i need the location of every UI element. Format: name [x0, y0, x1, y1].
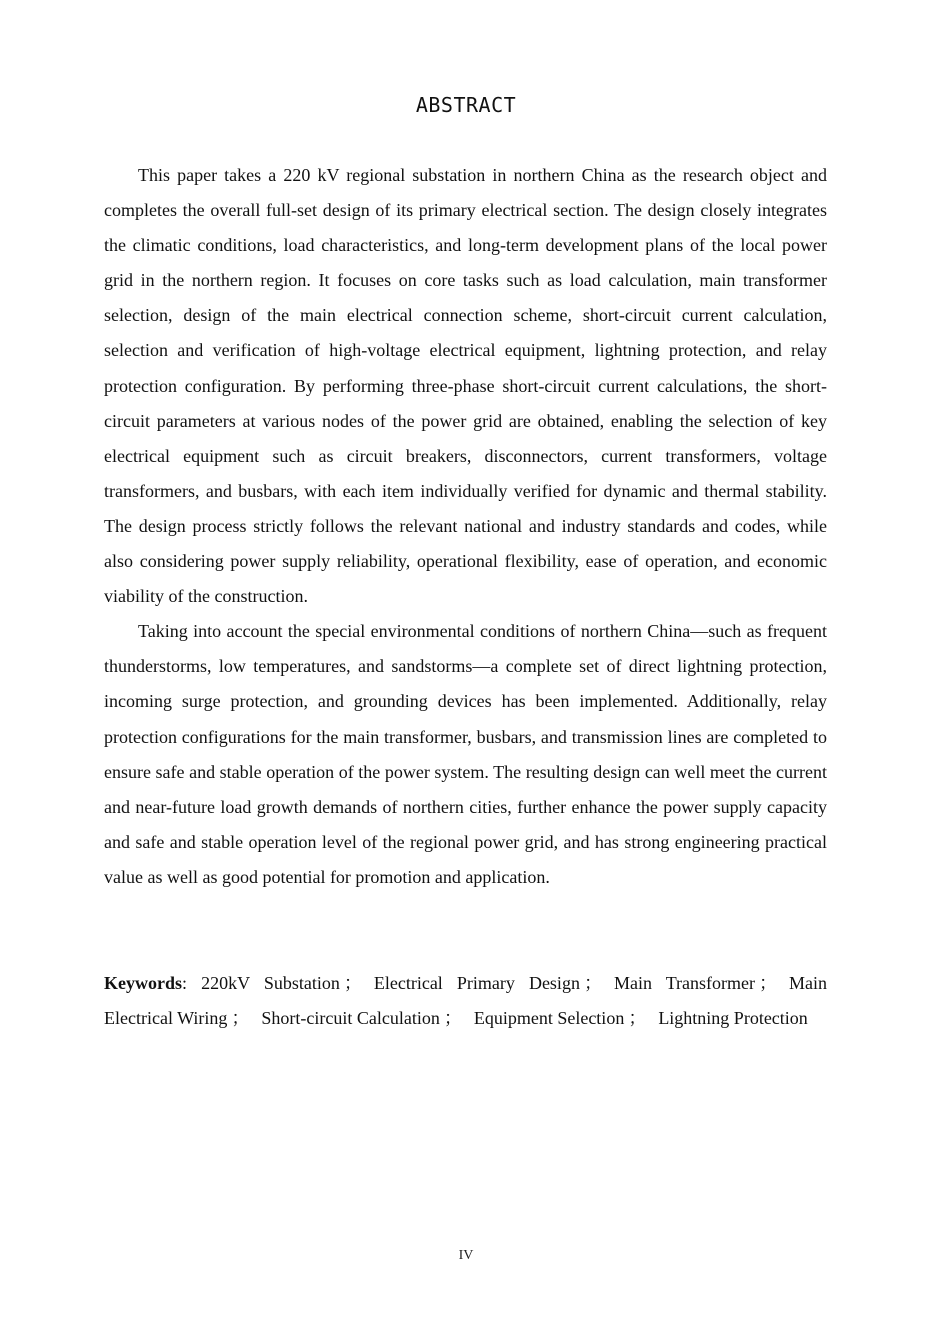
keyword-separator: ；: [759, 973, 778, 993]
keyword-separator: ；: [231, 1008, 250, 1028]
abstract-title: ABSTRACT: [415, 93, 517, 117]
keyword-item: Lightning Protection: [658, 1008, 808, 1028]
keywords-label: Keywords: [104, 973, 182, 993]
page-number: IV: [458, 1248, 474, 1263]
keywords-section: [104, 966, 827, 1036]
abstract-paragraph-1: This paper takes a 220 kV regional substation in northern China as the research object and completes the overall full-set design of its primary electrical section. The design closely integrates the climatic conditions, load characteristics, and long-term development plans of the local power grid in the northern region. It focuses on core tasks such as load calculation, main transformer selection, design of the main electrical connection scheme, short-circuit current calculation, selection and verification of high-voltage electrical equipment, lightning protection, and relay protection configuration. By performing three-phase short-circuit current calculations, the short-circuit parameters at various nodes of the power grid are obtained, enabling the selection of key electrical equipment such as circuit breakers, disconnectors, current transformers, voltage transformers, and busbars, with each item individually verified for dynamic and thermal stability. The design process strictly follows the relevant national and industry standards and codes, while also considering power supply reliability, operational flexibility, ease of operation, and economic viability of the construction.: [104, 165, 827, 607]
keyword-item: Short-circuit Calculation: [261, 1008, 440, 1028]
keyword-item: Main Transformer: [613, 973, 756, 993]
keyword-separator: ；: [583, 973, 602, 993]
abstract-paragraph-2: Taking into account the special environmental conditions of northern China—such as frequent thunderstorms, low temperatures, and sandstorms—a complete set of direct lightning protection, incoming surge protection, and grounding devices has been implemented. Additionally, relay protection configurations for the main transformer, busbars, and transmission lines are completed to ensure safe and stable operation of the power system. The resulting design can well meet the current and near-future load growth demands of northern cities, further enhance the power supply capacity and safe and stable operation level of the regional power grid, and has strong engineering practical value as well as good potential for promotion and application.: [104, 621, 827, 887]
keyword-separator: ；: [343, 973, 362, 993]
keyword-separator: ；: [443, 1008, 462, 1028]
keyword-item: Equipment Selection: [473, 1008, 625, 1028]
keyword-item: Electrical Primary Design: [373, 973, 580, 993]
keywords-colon: :: [182, 973, 188, 993]
keyword-item: 220kV Substation: [201, 973, 340, 993]
abstract-body: [104, 158, 827, 895]
keyword-separator: ；: [628, 1008, 647, 1028]
keyword-item: Main Electrical Wiring: [104, 973, 828, 1028]
